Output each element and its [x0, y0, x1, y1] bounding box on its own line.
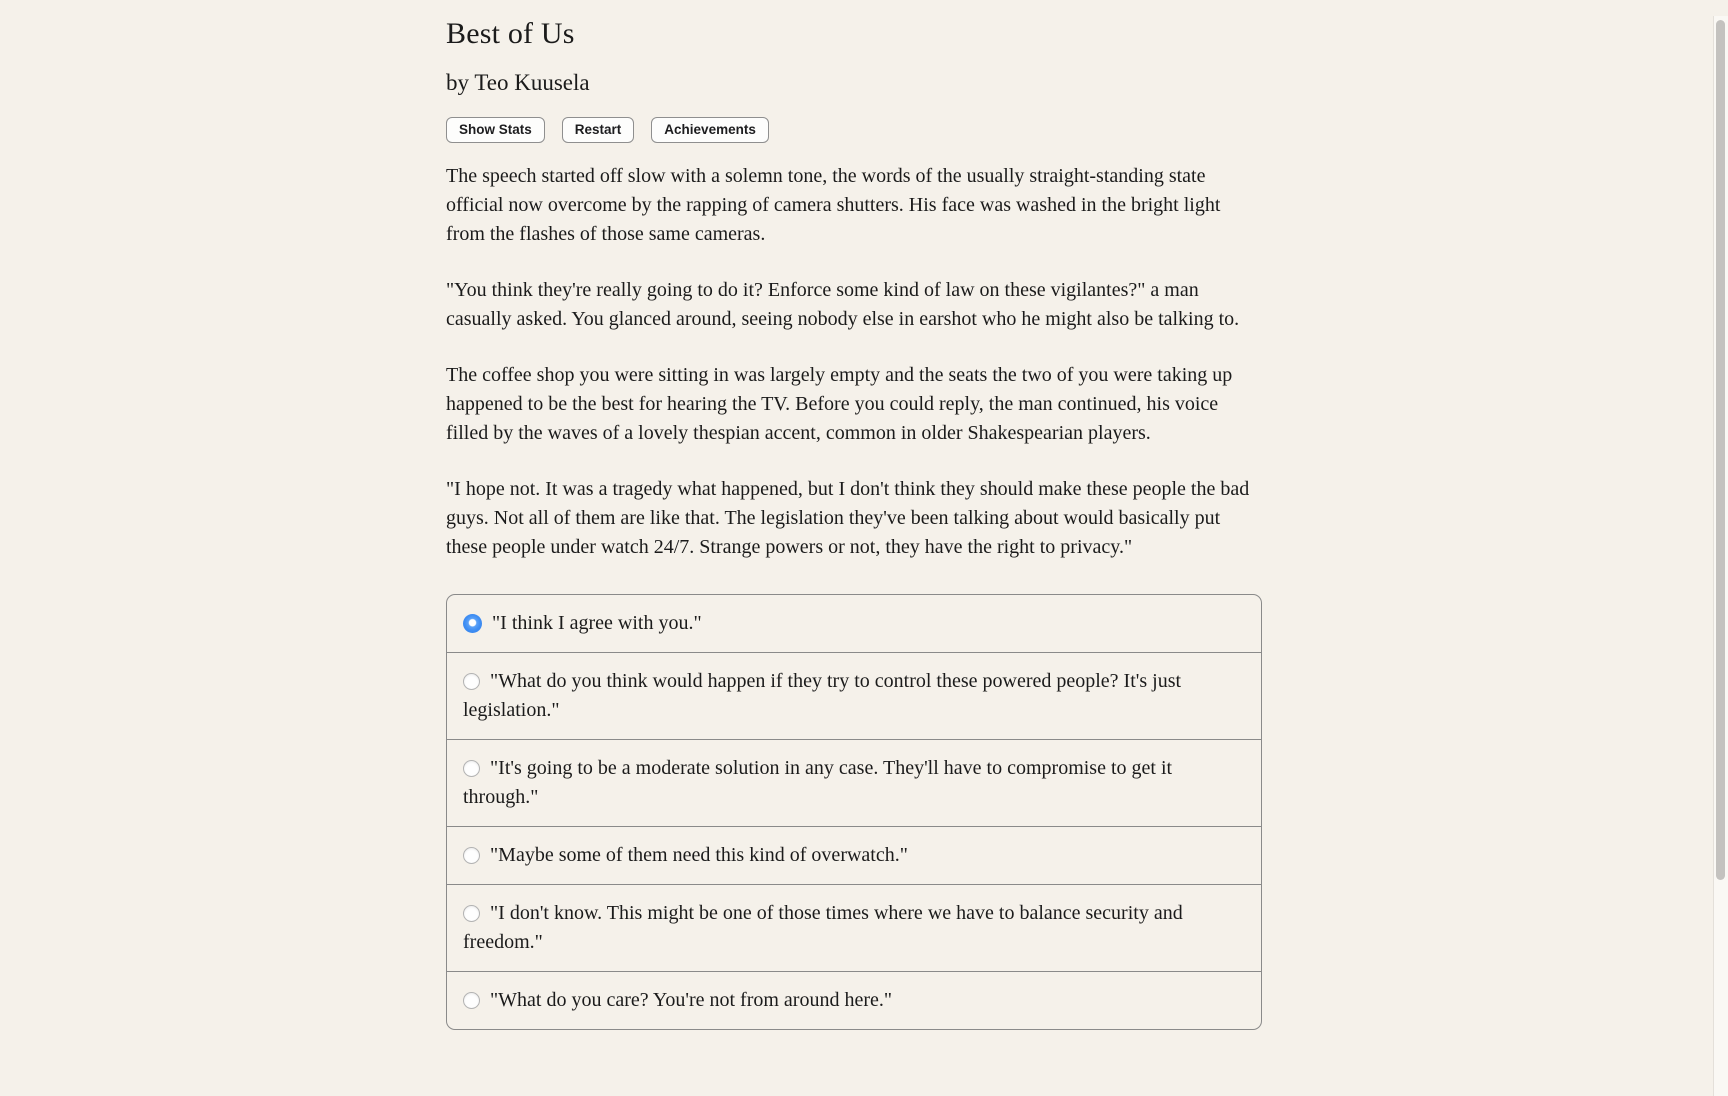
- choice-option[interactable]: [447, 826, 1261, 884]
- choice-option[interactable]: [447, 971, 1261, 1029]
- story-paragraph: "You think they're really going to do it? Enforce some kind of law on these vigilantes?" a man casually asked. You glanced around, seeing nobody else in earshot who he might also be talking to.: [446, 279, 1240, 330]
- story-text: [446, 162, 1262, 562]
- scrollbar-thumb[interactable]: [1716, 20, 1725, 880]
- choice-option[interactable]: [447, 595, 1261, 652]
- restart-button[interactable]: Restart: [562, 117, 635, 143]
- choice-label: "What do you care? You're not from around here.": [490, 989, 893, 1011]
- choice-option[interactable]: [447, 884, 1261, 971]
- radio-button[interactable]: [463, 614, 482, 633]
- choice-label: "It's going to be a moderate solution in any case. They'll have to compromise to get it through.": [463, 757, 1173, 808]
- game-title: Best of Us: [446, 17, 575, 50]
- radio-button[interactable]: [463, 992, 480, 1009]
- radio-button[interactable]: [463, 905, 480, 922]
- choice-list: [446, 594, 1262, 1030]
- story-paragraph: "I hope not. It was a tragedy what happened, but I don't think they should make these people the bad guys. Not all of them are like that. The legislation they've been talking about would basically put these people under watch 24/7. Strange powers or not, they have the right to privacy.": [446, 478, 1250, 558]
- radio-button[interactable]: [463, 760, 480, 777]
- choice-label: "What do you think would happen if they try to control these powered people? It's just legislation.": [463, 670, 1182, 721]
- game-byline: by Teo Kuusela: [446, 70, 590, 95]
- choice-label: "I don't know. This might be one of those times where we have to balance security and freedom.": [463, 902, 1183, 953]
- choice-label: "I think I agree with you.": [492, 612, 702, 634]
- radio-button[interactable]: [463, 847, 480, 864]
- radio-button[interactable]: [463, 673, 480, 690]
- choice-label: "Maybe some of them need this kind of overwatch.": [490, 844, 908, 866]
- toolbar: [446, 117, 1262, 143]
- choice-option[interactable]: [447, 739, 1261, 826]
- story-page: [446, 16, 1262, 1030]
- choice-option[interactable]: [447, 652, 1261, 739]
- achievements-button[interactable]: Achievements: [651, 117, 769, 143]
- show-stats-button[interactable]: Show Stats: [446, 117, 545, 143]
- story-paragraph: The speech started off slow with a solemn tone, the words of the usually straight-standing state official now overcome by the rapping of camera shutters. His face was washed in the bright light from the flashes of those same cameras.: [446, 165, 1221, 245]
- story-paragraph: The coffee shop you were sitting in was largely empty and the seats the two of you were taking up happened to be the best for hearing the TV. Before you could reply, the man continued, his voice filled by the waves of a lovely thespian accent, common in older Shakespearian players.: [446, 364, 1233, 444]
- scrollbar[interactable]: [1713, 16, 1728, 1096]
